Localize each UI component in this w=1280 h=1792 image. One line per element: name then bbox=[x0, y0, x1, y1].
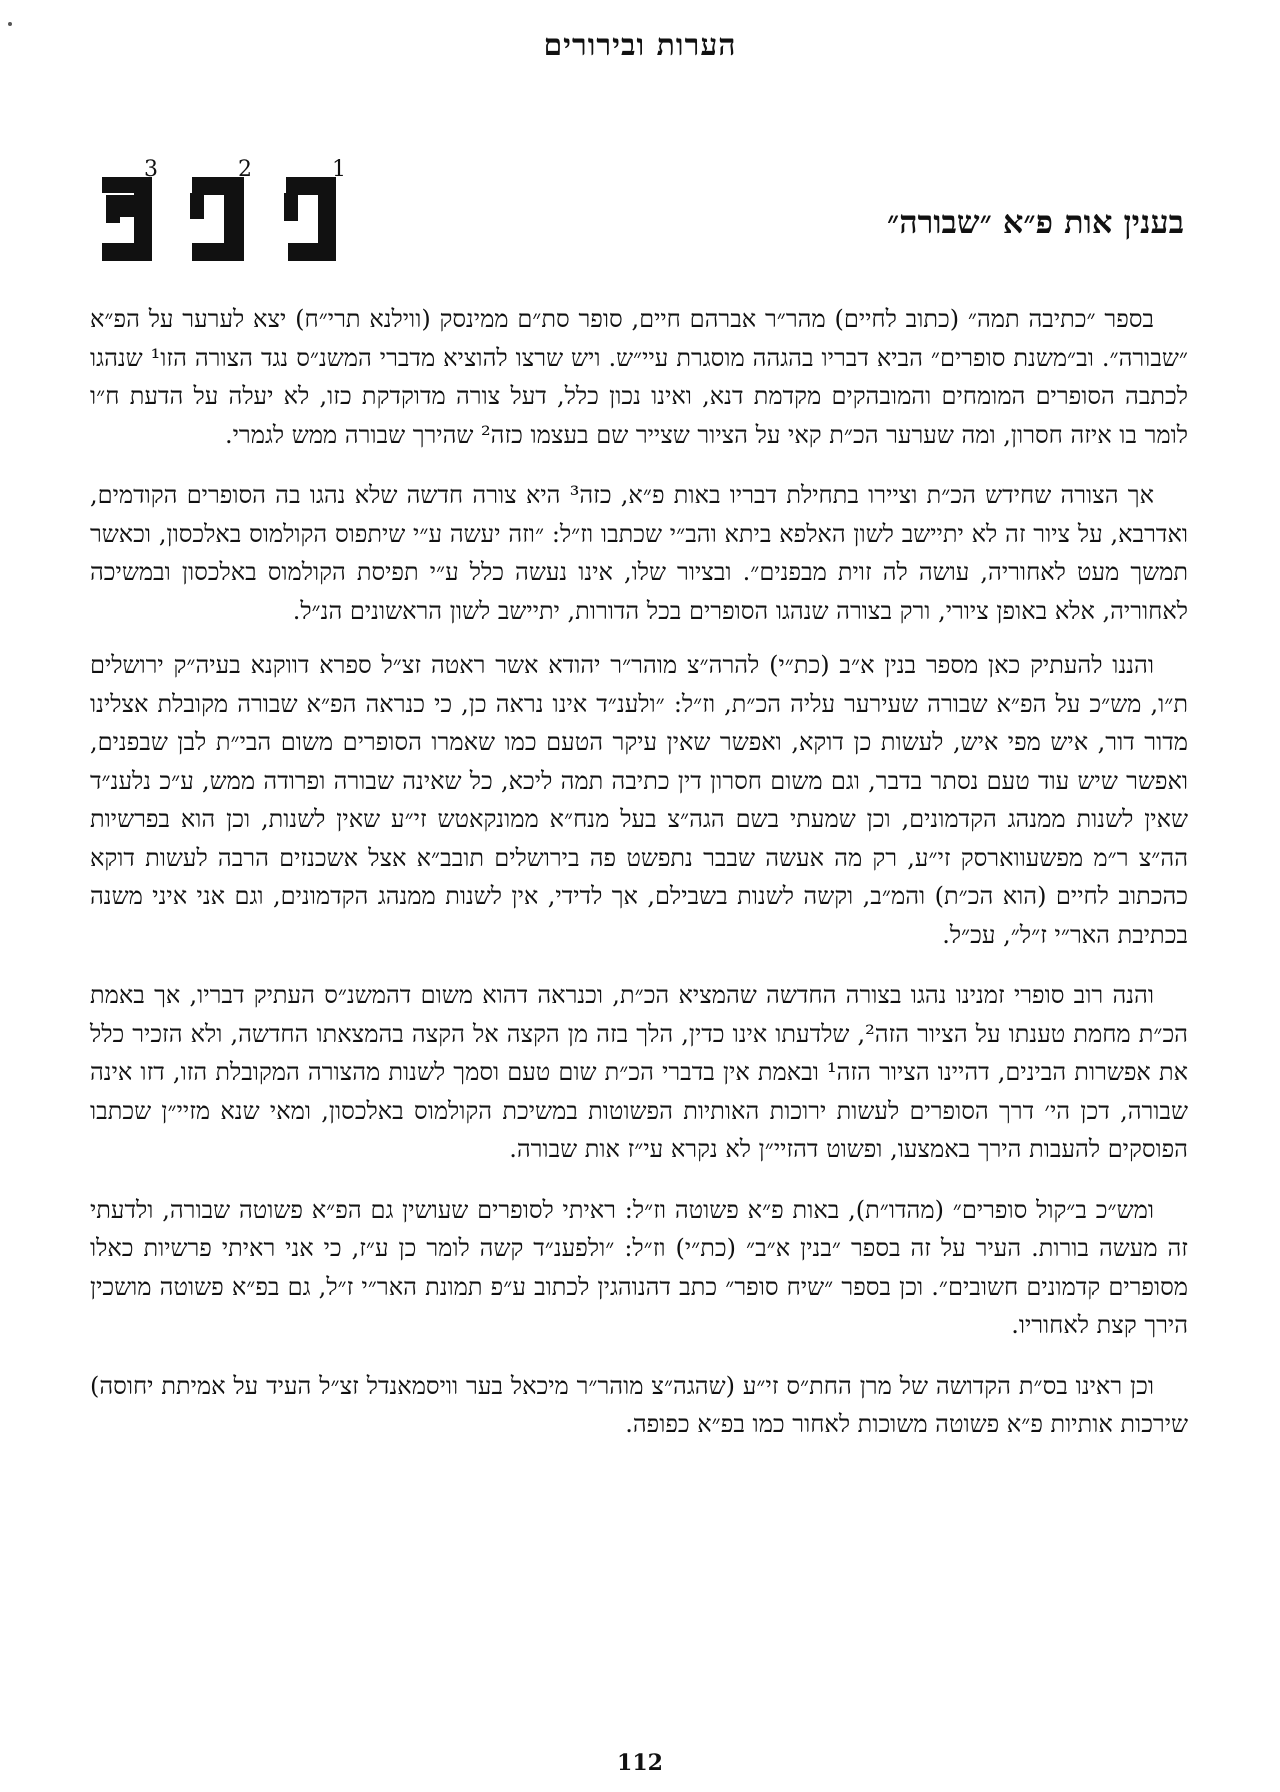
paragraph-6: וכן ראינו בס״ת הקדושה של מרן החת״ס זי״ע (שהגה״צ מוהר״ר מיכאל בער וויסמאנדל זצ״ל העיד על אמיתת יחוסה) שירכות אותיות פ״א פשוטה משוכות לאחור כמו בפ״א כפופה. bbox=[90, 1371, 1188, 1438]
letter-form-1 bbox=[280, 157, 346, 269]
paragraph-4: והנה רוב סופרי זמנינו נהגו בצורה החדשה שהמציא הכ״ת, וכנראה דהוא משום דהמשנ״ס העתיק דבריו, אך באמת הכ״ת מחמת טענתו על הציור הזה², שלדעתו אינו כדין, הלך בזה מן הקצה אל הקצה בהמצאתו החדשה, ולא הזכיר כלל את אפשרות הבינים, דהיינו הציור הזה¹ ובאמת אין בדברי הכ״ת שום טעם וסמך לשנות מהצורה המקובלת הזו, דזו אינה שבורה, דכן הי׳ דרך הסופרים לעשות ירוכות האותיות הפשוטות במשיכת הקולמוס באלכסון, ומאי שנא מזיי״ן שכתבו הפוסקים להעבות הירך באמצעו, ופשוט דהזיי״ן לא נקרא עי״ז אות שבורה. bbox=[90, 981, 1189, 1163]
paragraph-5: ומש״כ ב״קול סופרים״ (מהדו״ת), באות פ״א פשוטה וז״ל: ראיתי לסופרים שעושין גם הפ״א פשוטה שבורה, ולדעתי זה מעשה בורות. העיר על זה בספר ״בנין א״ב״ (כת״י) וז״ל: ״ולפענ״ד קשה לומר כן ע״ז, כי אני ראיתי פרשיות כאלו מסופרים קדמונים חשובים״. וכן בספר ״שיח סופר״ כתב דהנוהגין לכתוב ע״פ תמונת האר״י ז״ל, גם בפ״א פשוטה מושכין הירך קצת לאחוריו. bbox=[90, 1195, 1188, 1339]
letter-form-3 bbox=[96, 157, 158, 269]
letter-form-1-number: 1 bbox=[332, 157, 346, 182]
pe-glyph-3-icon bbox=[96, 169, 156, 269]
letter-form-2-number: 2 bbox=[238, 157, 252, 182]
letter-form-2 bbox=[188, 157, 252, 269]
paragraph-2: אך הצורה שחידש הכ״ת וציירו בתחילת דבריו באות פ״א, כזה³ היא צורה חדשה שלא נהגו בה הסופרים הקודמים, ואדרבא, על ציור זה לא יתיישב לשון האלפא ביתא והב״י שכתבו וז״ל: ״וזה יעשה ע״י שיתפוס הקולמוס באלכסון, וכאשר תמשך מעט לאחוריה, עושה לה זוית מבפנים״. ובציור שלו, אינו נעשה כלל ע״י תפיסת הקולמוס באלכסון ובמשיכה לאחוריה, אלא באופן ציורי, ורק בצורה שנהגו הסופרים בכל הדורות, יתיישב לשון הראשונים הנ״ל. bbox=[90, 481, 1188, 625]
paragraph-1: בספר ״כתיבה תמה״ (כתוב לחיים) מהר״ר אברהם חיים, סופר סת״ם ממינסק (ווילנא תרי״ח) יצא לערער על הפ״א ״שבורה״. וב״משנת סופרים״ הביא דבריו בהגהה מוסגרת עיי״ש. ויש שרצו להוציא מדברי המשנ״ס נגד הצורה הזו¹ שנהגו לכתבה הסופרים המומחים והמובהקים מקדמת דנא, ואינו נכון כלל, דעל צורה מדוקדקת כזו, לא יעלה על הדעת ח״ו לומר בו איזה חסרון, ומה שערער הכ״ת קאי על הציור שצייר שם בעצמו כזה² שהירך שבורה ממש לגמרי. bbox=[90, 305, 1188, 449]
article-title-row bbox=[96, 155, 1184, 275]
page-number: 112 bbox=[617, 1750, 663, 1776]
article-body bbox=[90, 300, 1188, 1466]
paragraph-3: והננו להעתיק כאן מספר בנין א״ב (כת״י) להרה״צ מוהר״ר יהודא אשר ראטה זצ״ל ספרא דווקנא בעיה״ק ירושלים ת״ו, מש״כ על הפ״א שבורה שעירער עליה הכ״ת, וז״ל: ״ולענ״ד אינו נראה כן, כי כנראה הפ״א שבורה מקובלת אצלינו מדור דור, איש מפי איש, לעשות כן דוקא, ואפשר שאין עיקר הטעם כמו שאמרו הסופרים משום הבי״ת לבן שבפנים, ואפשר שיש עוד טעם נסתר בדבר, וגם משום חסרון דין כתיבה תמה ליכא, כל שאינה שבורה ופרודה ממש, ע״כ נלענ״ד שאין לשנות ממנהג הקדמונים, וכן שמעתי בשם הגה״צ בעל מנח״א ממונקאטש זי״ע שאין לשנות, וכן הוא בפרשיות הה״צ ר״מ מפשעווארסק זי״ע, רק מה אעשה שבבר נתפשט פה בירושלים תובב״א אצל אשכנזים הרבה לעשות דוקא כהכתוב לחיים (הוא הכ״ת) והמ״ב, וקשה לשנות בשבילם, אך לדידי, אין לשנות ממנהג הקדמונים, וגם אני איני משנה בכתיבת האר״י ז״ל״, עכ״ל. bbox=[90, 651, 1188, 949]
pe-glyph-2-icon bbox=[188, 169, 248, 269]
article-title: בענין אות פ״א ״שבורה״ bbox=[887, 203, 1184, 241]
pe-glyph-1-icon bbox=[280, 169, 340, 269]
scan-speck bbox=[8, 22, 12, 26]
letter-form-3-number: 3 bbox=[144, 157, 158, 182]
letter-forms bbox=[96, 155, 386, 275]
running-header: הערות ובירורים bbox=[543, 28, 737, 63]
